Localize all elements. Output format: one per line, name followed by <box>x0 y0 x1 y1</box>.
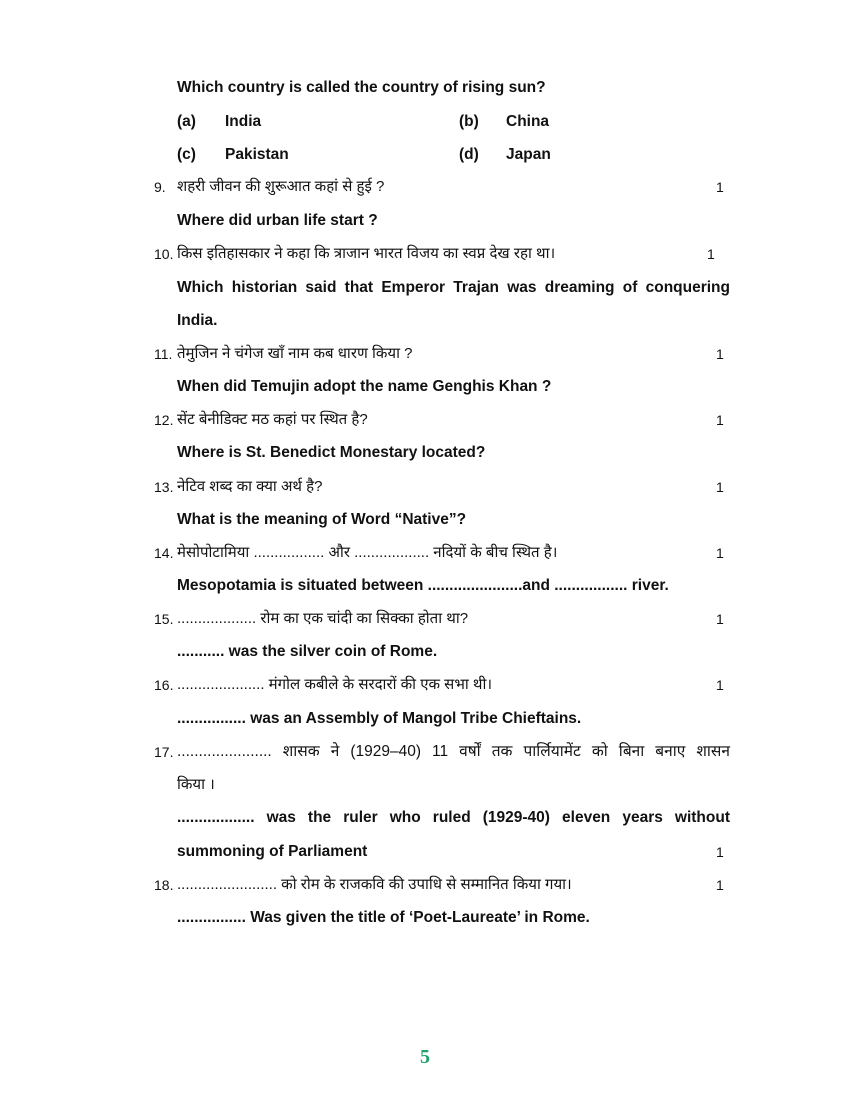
q14-mark: 1 <box>716 545 724 561</box>
q10-number: 10. <box>154 246 174 262</box>
q10-mark: 1 <box>707 246 715 262</box>
q9-english: Where did urban life start ? <box>177 212 378 229</box>
q10-english-line2: India. <box>177 312 218 329</box>
q8-option-b-text: China <box>506 113 550 130</box>
q9-mark: 1 <box>716 179 724 195</box>
q13-number: 13. <box>154 479 174 495</box>
q11-number: 11. <box>154 346 173 362</box>
page-number: 5 <box>420 1046 430 1068</box>
q12-hindi: सेंट बेनीडिक्ट मठ कहां पर स्थित है? <box>177 411 368 428</box>
q8-option-c-letter: (c) <box>177 146 196 163</box>
q9-number: 9. <box>154 179 166 195</box>
q16-mark: 1 <box>716 677 724 693</box>
q9-hindi: शहरी जीवन की शुरूआत कहां से हुई ? <box>177 178 385 195</box>
q8-option-b-letter: (b) <box>459 113 479 130</box>
q11-mark: 1 <box>716 346 724 362</box>
q13-english: What is the meaning of Word “Native”? <box>177 511 467 528</box>
q17-hindi-line1: ...................... शासक ने (1929–40) 11 वर्षों तक पार्लियामेंट को बिना बनाए शासन <box>177 743 730 760</box>
q10-english-line1: Which historian said that Emperor Trajan was dreaming of conquering <box>177 279 730 296</box>
q15-hindi: ................... रोम का एक चांदी का सिक्का होता था? <box>177 610 469 627</box>
q8-option-d-letter: (d) <box>459 146 479 163</box>
q13-hindi: नेटिव शब्द का क्या अर्थ है? <box>177 478 323 495</box>
q15-english: ........... was the silver coin of Rome. <box>177 643 438 660</box>
q16-english: ................ was an Assembly of Mangol Tribe Chieftains. <box>177 710 582 727</box>
q17-hindi-line2: किया । <box>177 776 215 793</box>
q14-english: Mesopotamia is situated between ......................and ................. river. <box>177 577 669 594</box>
q15-number: 15. <box>154 611 174 627</box>
q17-number: 17. <box>154 744 174 760</box>
q18-hindi: ........................ को रोम के राजकवि की उपाधि से सम्मानित किया गया। <box>177 876 572 893</box>
q18-english: ................ Was given the title of ‘Poet-Laureate’ in Rome. <box>177 909 590 926</box>
q17-mark: 1 <box>716 844 724 860</box>
q18-mark: 1 <box>716 877 724 893</box>
q18-number: 18. <box>154 877 174 893</box>
q11-hindi: तेमुजिन ने चंगेज खाँ नाम कब धारण किया ? <box>177 345 413 362</box>
q16-hindi: ..................... मंगोल कबीले के सरदारों की एक सभा थी। <box>177 676 493 693</box>
q8-option-a-letter: (a) <box>177 113 196 130</box>
q8-option-c-text: Pakistan <box>225 146 289 163</box>
q8-option-d-text: Japan <box>506 146 551 163</box>
q16-number: 16. <box>154 677 174 693</box>
q8-option-a-text: India <box>225 113 262 130</box>
q12-mark: 1 <box>716 412 724 428</box>
q15-mark: 1 <box>716 611 724 627</box>
q8-english: Which country is called the country of rising sun? <box>177 79 546 96</box>
q12-number: 12. <box>154 412 174 428</box>
q11-english: When did Temujin adopt the name Genghis Khan ? <box>177 378 552 395</box>
q12-english: Where is St. Benedict Monestary located? <box>177 444 486 461</box>
q13-mark: 1 <box>716 479 724 495</box>
q17-english-line2: summoning of Parliament <box>177 843 368 860</box>
q14-number: 14. <box>154 545 174 561</box>
q17-english-line1: .................. was the ruler who ruled (1929-40) eleven years without <box>177 809 730 826</box>
q10-hindi: किस इतिहासकार ने कहा कि त्राजान भारत विजय का स्वप्न देख रहा था। <box>177 245 556 262</box>
q14-hindi: मेसोपोटामिया ................. और .................. नदियों के बीच स्थित है। <box>177 544 558 561</box>
